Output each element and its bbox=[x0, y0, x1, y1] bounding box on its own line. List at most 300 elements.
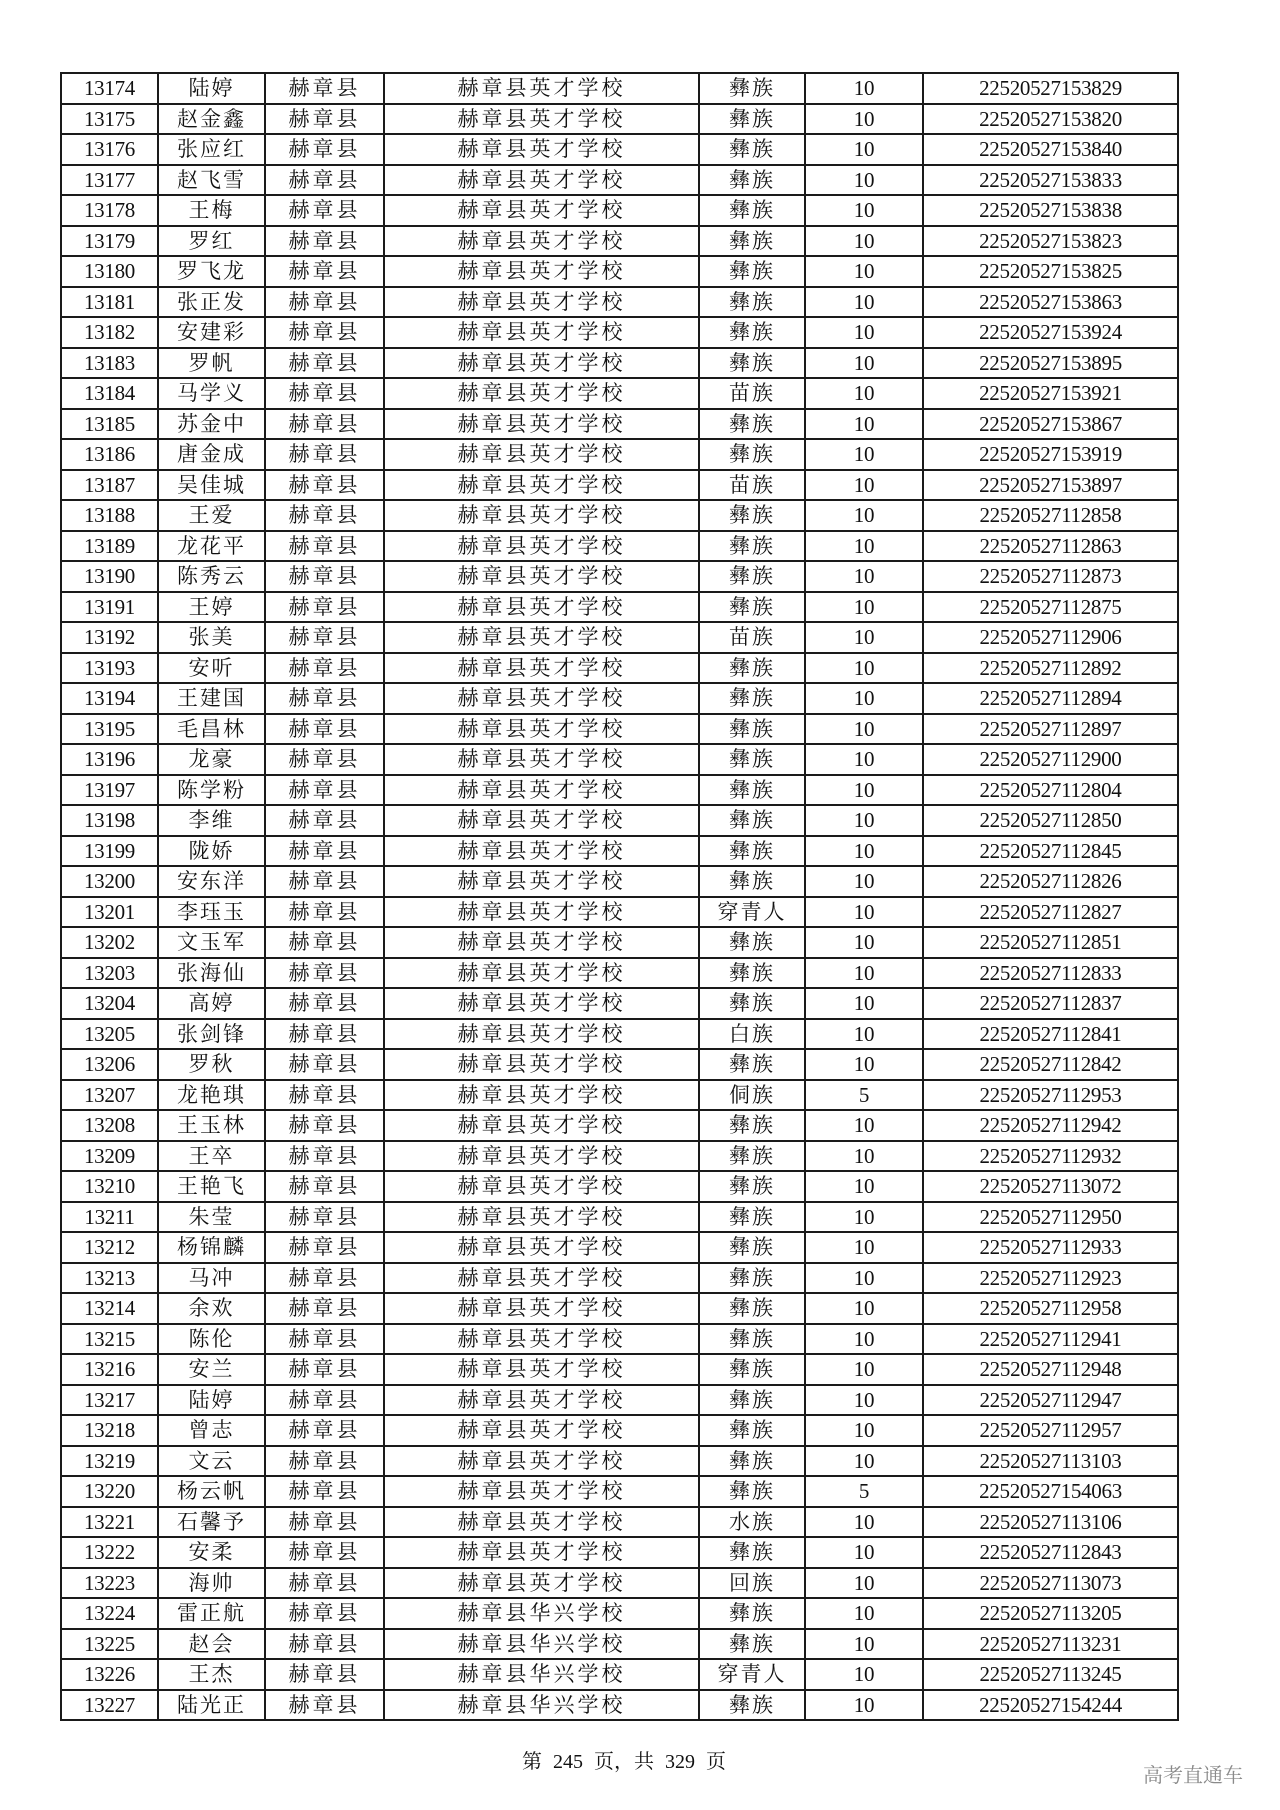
table-row bbox=[61, 287, 1178, 318]
bonus-points-cell: 10 bbox=[805, 1629, 923, 1660]
table-row bbox=[61, 531, 1178, 562]
county-cell: 赫章县 bbox=[265, 317, 384, 348]
student-name-cell: 张海仙 bbox=[158, 958, 265, 989]
school-cell: 赫章县华兴学校 bbox=[384, 1629, 699, 1660]
school-cell: 赫章县英才学校 bbox=[384, 1415, 699, 1446]
county-cell: 赫章县 bbox=[265, 1385, 384, 1416]
school-cell: 赫章县英才学校 bbox=[384, 226, 699, 257]
table-row bbox=[61, 1263, 1178, 1294]
student-name-cell: 文玉军 bbox=[158, 927, 265, 958]
bonus-points-cell: 10 bbox=[805, 866, 923, 897]
county-cell: 赫章县 bbox=[265, 622, 384, 653]
student-name-cell: 王杰 bbox=[158, 1659, 265, 1690]
table-row bbox=[61, 1232, 1178, 1263]
student-name-cell: 李维 bbox=[158, 805, 265, 836]
student-name-cell: 赵会 bbox=[158, 1629, 265, 1660]
bonus-points-cell: 10 bbox=[805, 1690, 923, 1721]
row-number-cell: 13193 bbox=[61, 653, 158, 684]
bonus-points-cell: 10 bbox=[805, 378, 923, 409]
candidate-id-cell: 22520527113205 bbox=[923, 1598, 1178, 1629]
ethnicity-cell: 侗族 bbox=[699, 1080, 805, 1111]
bonus-points-cell: 10 bbox=[805, 195, 923, 226]
table-row bbox=[61, 409, 1178, 440]
candidate-id-cell: 22520527112933 bbox=[923, 1232, 1178, 1263]
candidate-id-cell: 22520527112897 bbox=[923, 714, 1178, 745]
school-cell: 赫章县华兴学校 bbox=[384, 1690, 699, 1721]
ethnicity-cell: 彝族 bbox=[699, 1110, 805, 1141]
student-name-cell: 吴佳城 bbox=[158, 470, 265, 501]
table-row bbox=[61, 1537, 1178, 1568]
school-cell: 赫章县英才学校 bbox=[384, 500, 699, 531]
school-cell: 赫章县英才学校 bbox=[384, 1293, 699, 1324]
ethnicity-cell: 苗族 bbox=[699, 622, 805, 653]
student-name-cell: 罗帆 bbox=[158, 348, 265, 379]
school-cell: 赫章县英才学校 bbox=[384, 897, 699, 928]
bonus-points-cell: 10 bbox=[805, 775, 923, 806]
student-name-cell: 毛昌林 bbox=[158, 714, 265, 745]
row-number-cell: 13189 bbox=[61, 531, 158, 562]
student-name-cell: 王卒 bbox=[158, 1141, 265, 1172]
school-cell: 赫章县英才学校 bbox=[384, 317, 699, 348]
ethnicity-cell: 彝族 bbox=[699, 683, 805, 714]
table-row bbox=[61, 866, 1178, 897]
bonus-points-cell: 10 bbox=[805, 317, 923, 348]
county-cell: 赫章县 bbox=[265, 866, 384, 897]
candidate-id-cell: 22520527112932 bbox=[923, 1141, 1178, 1172]
row-number-cell: 13218 bbox=[61, 1415, 158, 1446]
table-row bbox=[61, 1659, 1178, 1690]
row-number-cell: 13203 bbox=[61, 958, 158, 989]
ethnicity-cell: 彝族 bbox=[699, 1293, 805, 1324]
student-name-cell: 罗飞龙 bbox=[158, 256, 265, 287]
ethnicity-cell: 彝族 bbox=[699, 592, 805, 623]
student-name-cell: 龙艳琪 bbox=[158, 1080, 265, 1111]
table-row bbox=[61, 927, 1178, 958]
student-name-cell: 龙豪 bbox=[158, 744, 265, 775]
ethnicity-cell: 彝族 bbox=[699, 866, 805, 897]
bonus-points-cell: 10 bbox=[805, 348, 923, 379]
row-number-cell: 13191 bbox=[61, 592, 158, 623]
school-cell: 赫章县英才学校 bbox=[384, 1202, 699, 1233]
bonus-points-cell: 10 bbox=[805, 927, 923, 958]
candidate-id-cell: 22520527112892 bbox=[923, 653, 1178, 684]
student-name-cell: 雷正航 bbox=[158, 1598, 265, 1629]
county-cell: 赫章县 bbox=[265, 958, 384, 989]
row-number-cell: 13200 bbox=[61, 866, 158, 897]
page-number-footer: 第 245 页，共 329 页 bbox=[522, 1751, 726, 1773]
candidate-id-cell: 22520527112958 bbox=[923, 1293, 1178, 1324]
roster-table bbox=[60, 72, 1179, 1721]
candidate-id-cell: 22520527112941 bbox=[923, 1324, 1178, 1355]
table-row bbox=[61, 134, 1178, 165]
county-cell: 赫章县 bbox=[265, 714, 384, 745]
bonus-points-cell: 10 bbox=[805, 1232, 923, 1263]
county-cell: 赫章县 bbox=[265, 1598, 384, 1629]
table-row bbox=[61, 348, 1178, 379]
ethnicity-cell: 彝族 bbox=[699, 531, 805, 562]
school-cell: 赫章县英才学校 bbox=[384, 1324, 699, 1355]
row-number-cell: 13188 bbox=[61, 500, 158, 531]
ethnicity-cell: 白族 bbox=[699, 1019, 805, 1050]
row-number-cell: 13178 bbox=[61, 195, 158, 226]
student-name-cell: 唐金成 bbox=[158, 439, 265, 470]
table-row bbox=[61, 1049, 1178, 1080]
candidate-id-cell: 22520527112873 bbox=[923, 561, 1178, 592]
school-cell: 赫章县英才学校 bbox=[384, 470, 699, 501]
row-number-cell: 13224 bbox=[61, 1598, 158, 1629]
student-name-cell: 高婷 bbox=[158, 988, 265, 1019]
county-cell: 赫章县 bbox=[265, 470, 384, 501]
student-name-cell: 罗秋 bbox=[158, 1049, 265, 1080]
student-name-cell: 王爱 bbox=[158, 500, 265, 531]
row-number-cell: 13222 bbox=[61, 1537, 158, 1568]
school-cell: 赫章县英才学校 bbox=[384, 1568, 699, 1599]
county-cell: 赫章县 bbox=[265, 683, 384, 714]
county-cell: 赫章县 bbox=[265, 195, 384, 226]
county-cell: 赫章县 bbox=[265, 927, 384, 958]
bonus-points-cell: 10 bbox=[805, 1049, 923, 1080]
row-number-cell: 13202 bbox=[61, 927, 158, 958]
bonus-points-cell: 10 bbox=[805, 683, 923, 714]
school-cell: 赫章县英才学校 bbox=[384, 531, 699, 562]
school-cell: 赫章县英才学校 bbox=[384, 73, 699, 104]
bonus-points-cell: 10 bbox=[805, 714, 923, 745]
county-cell: 赫章县 bbox=[265, 1507, 384, 1538]
ethnicity-cell: 彝族 bbox=[699, 1598, 805, 1629]
school-cell: 赫章县英才学校 bbox=[384, 1354, 699, 1385]
county-cell: 赫章县 bbox=[265, 409, 384, 440]
bonus-points-cell: 10 bbox=[805, 805, 923, 836]
bonus-points-cell: 10 bbox=[805, 1415, 923, 1446]
school-cell: 赫章县英才学校 bbox=[384, 1141, 699, 1172]
student-name-cell: 陆婷 bbox=[158, 73, 265, 104]
school-cell: 赫章县英才学校 bbox=[384, 104, 699, 135]
county-cell: 赫章县 bbox=[265, 1476, 384, 1507]
table-row bbox=[61, 1415, 1178, 1446]
bonus-points-cell: 10 bbox=[805, 1568, 923, 1599]
county-cell: 赫章县 bbox=[265, 1537, 384, 1568]
candidate-id-cell: 22520527153829 bbox=[923, 73, 1178, 104]
candidate-id-cell: 22520527153867 bbox=[923, 409, 1178, 440]
school-cell: 赫章县英才学校 bbox=[384, 378, 699, 409]
table-row bbox=[61, 622, 1178, 653]
county-cell: 赫章县 bbox=[265, 378, 384, 409]
school-cell: 赫章县英才学校 bbox=[384, 1507, 699, 1538]
student-name-cell: 龙花平 bbox=[158, 531, 265, 562]
row-number-cell: 13212 bbox=[61, 1232, 158, 1263]
school-cell: 赫章县英才学校 bbox=[384, 958, 699, 989]
table-row bbox=[61, 317, 1178, 348]
school-cell: 赫章县英才学校 bbox=[384, 927, 699, 958]
school-cell: 赫章县英才学校 bbox=[384, 134, 699, 165]
ethnicity-cell: 彝族 bbox=[699, 287, 805, 318]
candidate-id-cell: 22520527112843 bbox=[923, 1537, 1178, 1568]
student-name-cell: 石馨予 bbox=[158, 1507, 265, 1538]
row-number-cell: 13205 bbox=[61, 1019, 158, 1050]
school-cell: 赫章县英才学校 bbox=[384, 836, 699, 867]
ethnicity-cell: 回族 bbox=[699, 1568, 805, 1599]
table-row bbox=[61, 1598, 1178, 1629]
candidate-id-cell: 22520527112827 bbox=[923, 897, 1178, 928]
table-row bbox=[61, 1202, 1178, 1233]
table-row bbox=[61, 1080, 1178, 1111]
bonus-points-cell: 10 bbox=[805, 256, 923, 287]
candidate-id-cell: 22520527112957 bbox=[923, 1415, 1178, 1446]
student-name-cell: 安东洋 bbox=[158, 866, 265, 897]
row-number-cell: 13206 bbox=[61, 1049, 158, 1080]
ethnicity-cell: 彝族 bbox=[699, 714, 805, 745]
student-name-cell: 文云 bbox=[158, 1446, 265, 1477]
county-cell: 赫章县 bbox=[265, 744, 384, 775]
candidate-id-cell: 22520527153863 bbox=[923, 287, 1178, 318]
school-cell: 赫章县英才学校 bbox=[384, 988, 699, 1019]
ethnicity-cell: 彝族 bbox=[699, 1385, 805, 1416]
county-cell: 赫章县 bbox=[265, 287, 384, 318]
table-row bbox=[61, 73, 1178, 104]
county-cell: 赫章县 bbox=[265, 165, 384, 196]
ethnicity-cell: 彝族 bbox=[699, 1476, 805, 1507]
candidate-id-cell: 22520527112900 bbox=[923, 744, 1178, 775]
ethnicity-cell: 彝族 bbox=[699, 439, 805, 470]
student-name-cell: 杨云帆 bbox=[158, 1476, 265, 1507]
ethnicity-cell: 彝族 bbox=[699, 775, 805, 806]
ethnicity-cell: 彝族 bbox=[699, 409, 805, 440]
ethnicity-cell: 彝族 bbox=[699, 1446, 805, 1477]
row-number-cell: 13196 bbox=[61, 744, 158, 775]
school-cell: 赫章县英才学校 bbox=[384, 1446, 699, 1477]
candidate-id-cell: 22520527153919 bbox=[923, 439, 1178, 470]
table-row bbox=[61, 470, 1178, 501]
student-name-cell: 李珏玉 bbox=[158, 897, 265, 928]
table-row bbox=[61, 1171, 1178, 1202]
county-cell: 赫章县 bbox=[265, 1263, 384, 1294]
ethnicity-cell: 彝族 bbox=[699, 256, 805, 287]
bonus-points-cell: 10 bbox=[805, 531, 923, 562]
county-cell: 赫章县 bbox=[265, 73, 384, 104]
row-number-cell: 13211 bbox=[61, 1202, 158, 1233]
school-cell: 赫章县英才学校 bbox=[384, 622, 699, 653]
row-number-cell: 13207 bbox=[61, 1080, 158, 1111]
row-number-cell: 13221 bbox=[61, 1507, 158, 1538]
school-cell: 赫章县英才学校 bbox=[384, 409, 699, 440]
candidate-id-cell: 22520527113072 bbox=[923, 1171, 1178, 1202]
bonus-points-cell: 10 bbox=[805, 1019, 923, 1050]
county-cell: 赫章县 bbox=[265, 1202, 384, 1233]
candidate-id-cell: 22520527112842 bbox=[923, 1049, 1178, 1080]
student-name-cell: 安兰 bbox=[158, 1354, 265, 1385]
student-name-cell: 陈伦 bbox=[158, 1324, 265, 1355]
ethnicity-cell: 彝族 bbox=[699, 653, 805, 684]
bonus-points-cell: 10 bbox=[805, 439, 923, 470]
school-cell: 赫章县英才学校 bbox=[384, 866, 699, 897]
student-name-cell: 张正发 bbox=[158, 287, 265, 318]
candidate-id-cell: 22520527112845 bbox=[923, 836, 1178, 867]
candidate-id-cell: 22520527112826 bbox=[923, 866, 1178, 897]
candidate-id-cell: 22520527153825 bbox=[923, 256, 1178, 287]
county-cell: 赫章县 bbox=[265, 1568, 384, 1599]
ethnicity-cell: 彝族 bbox=[699, 1324, 805, 1355]
table-row bbox=[61, 958, 1178, 989]
school-cell: 赫章县英才学校 bbox=[384, 1049, 699, 1080]
candidate-id-cell: 22520527112948 bbox=[923, 1354, 1178, 1385]
bonus-points-cell: 10 bbox=[805, 1537, 923, 1568]
school-cell: 赫章县英才学校 bbox=[384, 1080, 699, 1111]
row-number-cell: 13209 bbox=[61, 1141, 158, 1172]
school-cell: 赫章县英才学校 bbox=[384, 1110, 699, 1141]
ethnicity-cell: 苗族 bbox=[699, 378, 805, 409]
candidate-id-cell: 22520527112837 bbox=[923, 988, 1178, 1019]
bonus-points-cell: 10 bbox=[805, 134, 923, 165]
table-row bbox=[61, 1324, 1178, 1355]
candidate-id-cell: 22520527112858 bbox=[923, 500, 1178, 531]
ethnicity-cell: 彝族 bbox=[699, 744, 805, 775]
ethnicity-cell: 苗族 bbox=[699, 470, 805, 501]
ethnicity-cell: 彝族 bbox=[699, 195, 805, 226]
candidate-id-cell: 22520527113231 bbox=[923, 1629, 1178, 1660]
row-number-cell: 13195 bbox=[61, 714, 158, 745]
bonus-points-cell: 10 bbox=[805, 958, 923, 989]
candidate-id-cell: 22520527113106 bbox=[923, 1507, 1178, 1538]
school-cell: 赫章县英才学校 bbox=[384, 287, 699, 318]
row-number-cell: 13223 bbox=[61, 1568, 158, 1599]
table-row bbox=[61, 653, 1178, 684]
table-row bbox=[61, 1476, 1178, 1507]
candidate-id-cell: 22520527112906 bbox=[923, 622, 1178, 653]
row-number-cell: 13194 bbox=[61, 683, 158, 714]
county-cell: 赫章县 bbox=[265, 348, 384, 379]
county-cell: 赫章县 bbox=[265, 1080, 384, 1111]
row-number-cell: 13175 bbox=[61, 104, 158, 135]
school-cell: 赫章县英才学校 bbox=[384, 348, 699, 379]
table-row bbox=[61, 500, 1178, 531]
bonus-points-cell: 10 bbox=[805, 1354, 923, 1385]
bonus-points-cell: 10 bbox=[805, 1293, 923, 1324]
table-row bbox=[61, 592, 1178, 623]
school-cell: 赫章县英才学校 bbox=[384, 1385, 699, 1416]
row-number-cell: 13185 bbox=[61, 409, 158, 440]
table-row bbox=[61, 1354, 1178, 1385]
ethnicity-cell: 彝族 bbox=[699, 73, 805, 104]
school-cell: 赫章县英才学校 bbox=[384, 439, 699, 470]
table-row bbox=[61, 714, 1178, 745]
school-cell: 赫章县英才学校 bbox=[384, 195, 699, 226]
row-number-cell: 13199 bbox=[61, 836, 158, 867]
table-row bbox=[61, 744, 1178, 775]
row-number-cell: 13226 bbox=[61, 1659, 158, 1690]
candidate-id-cell: 22520527112894 bbox=[923, 683, 1178, 714]
table-row bbox=[61, 165, 1178, 196]
ethnicity-cell: 彝族 bbox=[699, 104, 805, 135]
roster-table-body bbox=[61, 73, 1178, 1720]
row-number-cell: 13225 bbox=[61, 1629, 158, 1660]
table-row bbox=[61, 805, 1178, 836]
school-cell: 赫章县英才学校 bbox=[384, 1171, 699, 1202]
row-number-cell: 13198 bbox=[61, 805, 158, 836]
county-cell: 赫章县 bbox=[265, 592, 384, 623]
row-number-cell: 13219 bbox=[61, 1446, 158, 1477]
ethnicity-cell: 彝族 bbox=[699, 805, 805, 836]
bonus-points-cell: 10 bbox=[805, 1110, 923, 1141]
bonus-points-cell: 10 bbox=[805, 287, 923, 318]
row-number-cell: 13184 bbox=[61, 378, 158, 409]
ethnicity-cell: 水族 bbox=[699, 1507, 805, 1538]
table-row bbox=[61, 1446, 1178, 1477]
bonus-points-cell: 10 bbox=[805, 1598, 923, 1629]
student-name-cell: 安建彩 bbox=[158, 317, 265, 348]
county-cell: 赫章县 bbox=[265, 1171, 384, 1202]
watermark-label: 高考直通车 bbox=[1143, 1763, 1243, 1787]
bonus-points-cell: 10 bbox=[805, 897, 923, 928]
school-cell: 赫章县英才学校 bbox=[384, 683, 699, 714]
student-name-cell: 罗红 bbox=[158, 226, 265, 257]
bonus-points-cell: 10 bbox=[805, 226, 923, 257]
row-number-cell: 13174 bbox=[61, 73, 158, 104]
school-cell: 赫章县英才学校 bbox=[384, 653, 699, 684]
row-number-cell: 13181 bbox=[61, 287, 158, 318]
row-number-cell: 13201 bbox=[61, 897, 158, 928]
row-number-cell: 13213 bbox=[61, 1263, 158, 1294]
candidate-id-cell: 22520527112875 bbox=[923, 592, 1178, 623]
student-name-cell: 赵金鑫 bbox=[158, 104, 265, 135]
candidate-id-cell: 22520527154063 bbox=[923, 1476, 1178, 1507]
school-cell: 赫章县英才学校 bbox=[384, 561, 699, 592]
candidate-id-cell: 22520527113103 bbox=[923, 1446, 1178, 1477]
bonus-points-cell: 10 bbox=[805, 561, 923, 592]
candidate-id-cell: 22520527153833 bbox=[923, 165, 1178, 196]
bonus-points-cell: 10 bbox=[805, 73, 923, 104]
county-cell: 赫章县 bbox=[265, 134, 384, 165]
county-cell: 赫章县 bbox=[265, 897, 384, 928]
row-number-cell: 13208 bbox=[61, 1110, 158, 1141]
row-number-cell: 13217 bbox=[61, 1385, 158, 1416]
candidate-id-cell: 22520527153823 bbox=[923, 226, 1178, 257]
school-cell: 赫章县英才学校 bbox=[384, 1263, 699, 1294]
school-cell: 赫章县英才学校 bbox=[384, 1537, 699, 1568]
ethnicity-cell: 彝族 bbox=[699, 927, 805, 958]
candidate-id-cell: 22520527112804 bbox=[923, 775, 1178, 806]
candidate-id-cell: 22520527113245 bbox=[923, 1659, 1178, 1690]
table-row bbox=[61, 226, 1178, 257]
candidate-id-cell: 22520527153897 bbox=[923, 470, 1178, 501]
student-name-cell: 马冲 bbox=[158, 1263, 265, 1294]
table-row bbox=[61, 775, 1178, 806]
ethnicity-cell: 穿青人 bbox=[699, 1659, 805, 1690]
ethnicity-cell: 彝族 bbox=[699, 1690, 805, 1721]
county-cell: 赫章县 bbox=[265, 531, 384, 562]
school-cell: 赫章县华兴学校 bbox=[384, 1598, 699, 1629]
candidate-id-cell: 22520527153820 bbox=[923, 104, 1178, 135]
row-number-cell: 13215 bbox=[61, 1324, 158, 1355]
student-name-cell: 陆婷 bbox=[158, 1385, 265, 1416]
student-name-cell: 陆光正 bbox=[158, 1690, 265, 1721]
bonus-points-cell: 10 bbox=[805, 409, 923, 440]
county-cell: 赫章县 bbox=[265, 256, 384, 287]
county-cell: 赫章县 bbox=[265, 1354, 384, 1385]
bonus-points-cell: 10 bbox=[805, 1385, 923, 1416]
county-cell: 赫章县 bbox=[265, 1293, 384, 1324]
row-number-cell: 13204 bbox=[61, 988, 158, 1019]
table-row bbox=[61, 1110, 1178, 1141]
county-cell: 赫章县 bbox=[265, 1019, 384, 1050]
table-row bbox=[61, 1507, 1178, 1538]
table-row bbox=[61, 683, 1178, 714]
row-number-cell: 13183 bbox=[61, 348, 158, 379]
bonus-points-cell: 10 bbox=[805, 104, 923, 135]
row-number-cell: 13190 bbox=[61, 561, 158, 592]
ethnicity-cell: 彝族 bbox=[699, 1141, 805, 1172]
student-name-cell: 安听 bbox=[158, 653, 265, 684]
table-row bbox=[61, 1629, 1178, 1660]
